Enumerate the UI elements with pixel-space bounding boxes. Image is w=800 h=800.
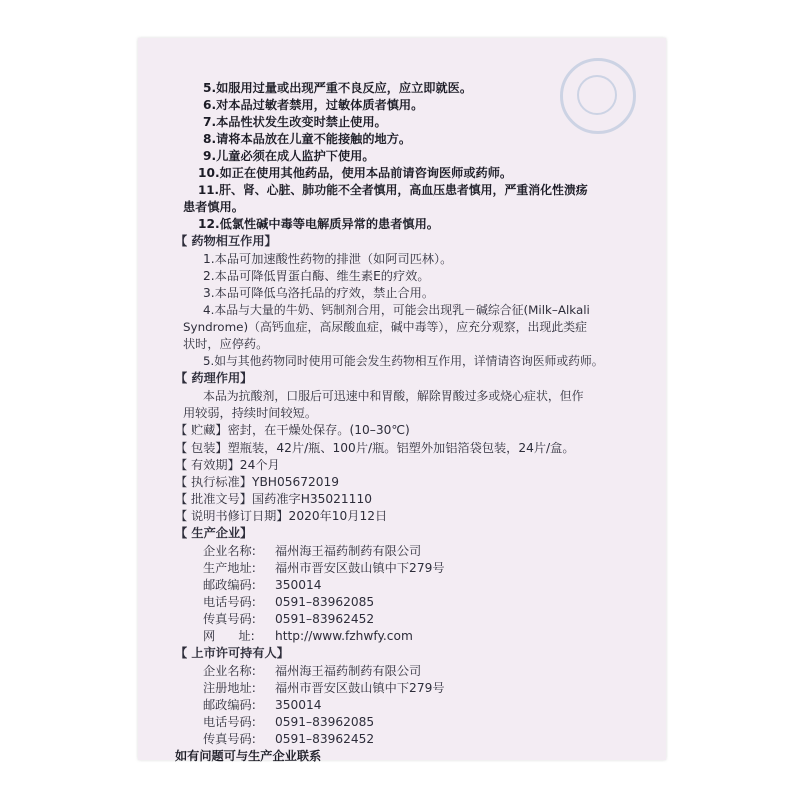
- pharmacology-text: 本品为抗酸剂，口服后可迅速中和胃酸，解除胃酸过多或烧心症状，但作: [203, 389, 584, 403]
- precaution-12: 12.低氯性碱中毒等电解质异常的患者慎用。: [198, 217, 439, 231]
- precaution-6: 6.对本品过敏者禁用，过敏体质者慎用。: [203, 98, 424, 112]
- manufacturer-name: 企业名称: 福州海王福药制药有限公司: [203, 544, 422, 558]
- manufacturer-website: 网 址: http://www.fzhwfy.com: [203, 629, 413, 643]
- approval-line: 【 批准文号】国药准字H35021110: [175, 492, 372, 506]
- holder-postcode: 邮政编码: 350014: [203, 698, 322, 712]
- package-line: 【 包装】塑瓶装，42片/瓶、100片/瓶。铝塑外加铝箔袋包装，24片/盒。: [175, 441, 575, 455]
- holder-address: 注册地址: 福州市晋安区鼓山镇中下279号: [203, 681, 445, 695]
- interaction-2: 2.本品可降低胃蛋白酶、维生素E的疗效。: [203, 269, 430, 283]
- precaution-9: 9.儿童必须在成人监护下使用。: [203, 149, 375, 163]
- precaution-5: 5.如服用过量或出现严重不良反应，应立即就医。: [203, 81, 473, 95]
- interaction-5: 5.如与其他药物同时使用可能会发生药物相互作用，详情请咨询医师或药师。: [203, 354, 604, 368]
- revision-line: 【 说明书修订日期】2020年10月12日: [175, 509, 388, 523]
- interaction-1: 1.本品可加速酸性药物的排泄（如阿司匹林）。: [203, 252, 453, 266]
- holder-phone: 电话号码: 0591–83962085: [203, 715, 375, 729]
- pharmacology-heading: 【 药理作用】: [175, 371, 253, 385]
- holder-name: 企业名称: 福州海王福药制药有限公司: [203, 664, 422, 678]
- interaction-heading: 【 药物相互作用】: [175, 234, 277, 248]
- storage-line: 【 贮藏】密封，在干燥处保存。(10–30℃): [175, 423, 410, 437]
- manufacturer-postcode: 邮政编码: 350014: [203, 578, 322, 592]
- precaution-11-cont: 患者慎用。: [183, 200, 244, 214]
- holder-fax: 传真号码: 0591–83962452: [203, 732, 375, 746]
- manufacturer-address: 生产地址: 福州市晋安区鼓山镇中下279号: [203, 561, 445, 575]
- standard-line: 【 执行标准】YBH05672019: [175, 475, 340, 489]
- holder-heading: 【 上市许可持有人】: [175, 646, 289, 660]
- footer-note: 如有问题可与生产企业联系: [175, 749, 322, 763]
- precaution-10: 10.如正在使用其他药品，使用本品前请咨询医师或药师。: [198, 166, 513, 180]
- manufacturer-fax: 传真号码: 0591–83962452: [203, 612, 375, 626]
- interaction-3: 3.本品可降低乌洛托品的疗效，禁止合用。: [203, 286, 435, 300]
- pharmacology-text-cont: 用较弱，持续时间较短。: [183, 406, 318, 420]
- manufacturer-phone: 电话号码: 0591–83962085: [203, 595, 375, 609]
- precaution-7: 7.本品性状发生改变时禁止使用。: [203, 115, 387, 129]
- interaction-4-end: 状时，应停药。: [183, 337, 269, 351]
- interaction-4-cont: Syndrome)（高钙血症，高尿酸血症，碱中毒等），应充分观察，出现此类症: [183, 320, 587, 334]
- watermark-seal-icon: [560, 58, 636, 134]
- interaction-4: 4.本品与大量的牛奶、钙制剂合用，可能会出现乳－碱综合征(Milk–Alkali: [203, 303, 590, 317]
- precaution-8: 8.请将本品放在儿童不能接触的地方。: [203, 132, 412, 146]
- validity-line: 【 有效期】24个月: [175, 458, 280, 472]
- manufacturer-heading: 【 生产企业】: [175, 526, 253, 540]
- precaution-11: 11.肝、肾、心脏、肺功能不全者慎用，高血压患者慎用，严重消化性溃疡: [198, 183, 588, 197]
